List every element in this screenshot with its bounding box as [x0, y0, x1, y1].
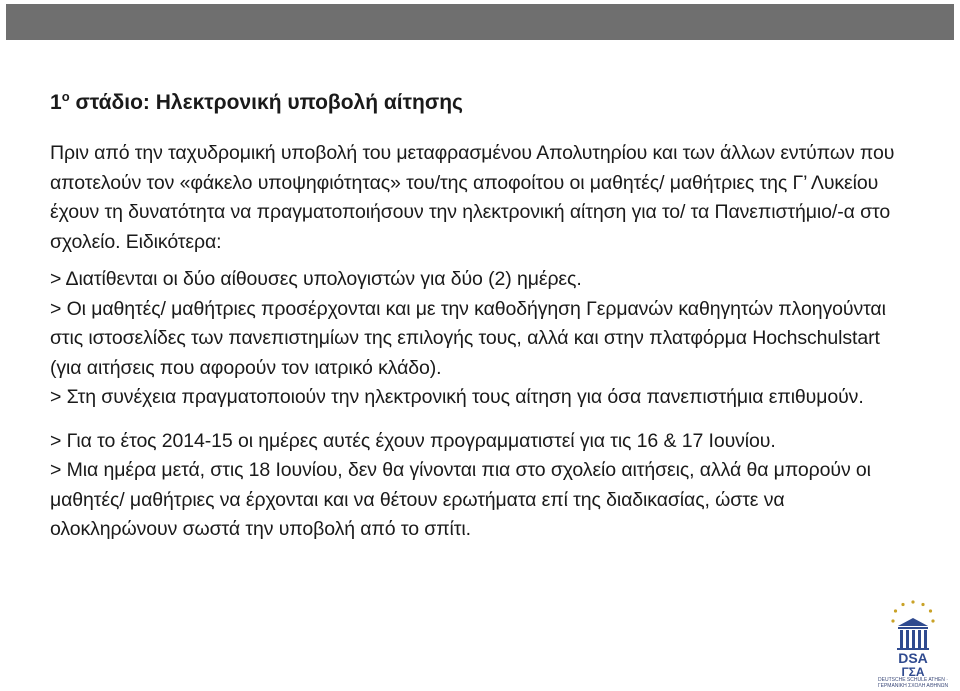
title-text: στάδιο: Ηλεκτρονική υποβολή αίτησης: [69, 91, 463, 114]
bullet-computer-rooms: > Διατίθενται οι δύο αίθουσες υπολογιστών για δύο (2) ημέρες.: [50, 268, 582, 290]
slide-title: [50, 84, 910, 116]
slide-header-bar: [6, 4, 954, 40]
bullet-guidance: > Οι μαθητές/ μαθήτριες προσέρχονται και με την καθοδήγηση Γερμανών καθηγητών πλοηγούνται στις ιστοσελίδες των πανεπιστημίων της επιλογής τους, αλλά και στην πλατφόρμα Hochschulstart (για αιτήσεις που αφορούν τον ιατρικό κλάδο).: [50, 297, 886, 379]
logo-text: DSA: [898, 650, 928, 666]
slide-content: [50, 84, 910, 545]
logo-greek-text: ΓΣΑ: [901, 665, 925, 679]
intro-paragraph: Πριν από την ταχυδρομική υποβολή του μεταφρασμένου Απολυτηρίου και των άλλων εντύπων που αποτελούν τον «φάκελο υποψηφιότητας» του/της αποφοίτου οι μαθητές/ μαθήτριες της Γ’ Λυκείου έχουν τη δυνατότητα να πραγματοποιήσουν την ηλεκτρονική αίτηση για το/ τα Πανεπιστήμιο/-α στο σχολείο. Ειδικότερα:: [50, 142, 895, 253]
title-number: 1: [50, 91, 62, 114]
bullet-online-application: > Στη συνέχεια πραγματοποιούν την ηλεκτρονική τους αίτηση για όσα πανεπιστήμια επιθυμούν.: [50, 386, 864, 408]
logo-columns-icon: [897, 618, 929, 650]
bullet-dates: > Για το έτος 2014-15 οι ημέρες αυτές έχουν προγραμματιστεί για τις 16 & 17 Ιουνίου.: [50, 429, 776, 452]
logo-caption: DEUTSCHE SCHULE ATHEN · ΓΕΡΜΑΝΙΚΗ ΣΧΟΛΗ ΑΘΗΝΩΝ: [877, 677, 949, 689]
title-ordinal-sup: ο: [61, 89, 70, 104]
school-logo: [876, 596, 950, 688]
bullet-next-day: > Μια ημέρα μετά, στις 18 Ιουνίου, δεν θα γίνονται πια στο σχολείο αιτήσεις, αλλά θα μπορούν οι μαθητές/ μαθήτριες να έρχονται και να θέτουν ερωτήματα επί της διαδικασίας, ώστε να ολοκληρώνουν σωστά την υποβολή από το σπίτι.: [50, 459, 871, 540]
